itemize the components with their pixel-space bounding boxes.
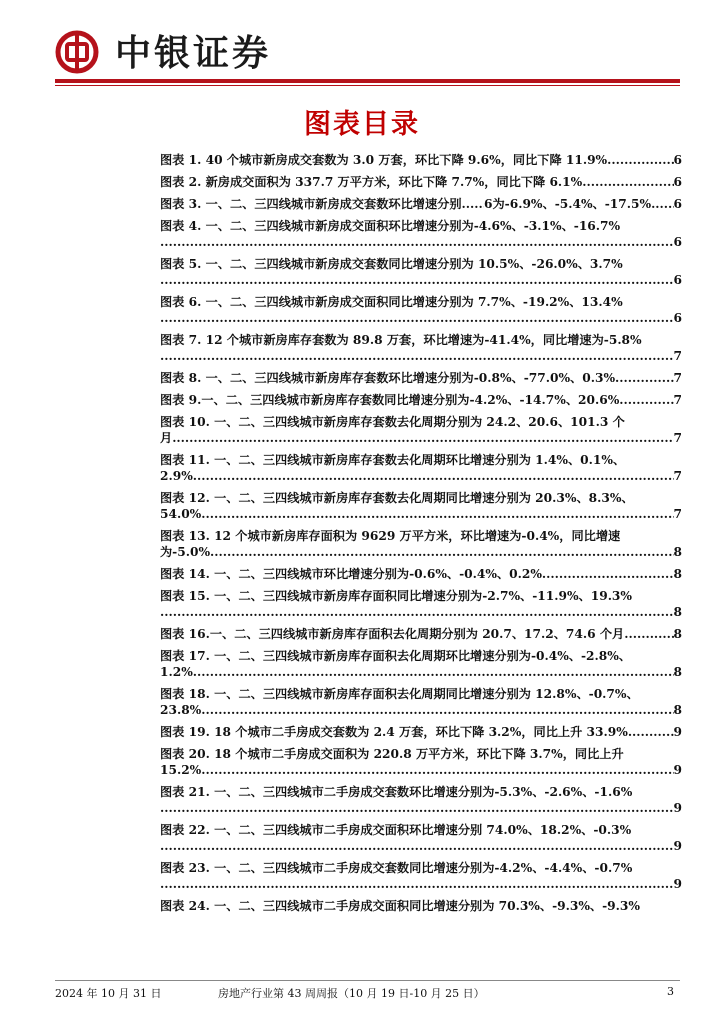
toc-entry[interactable] xyxy=(160,860,682,892)
toc-leader-dots xyxy=(172,430,673,446)
toc-entry-title-cont: 23.8% xyxy=(160,703,202,717)
footer-title: 房地产行业第 43 周周报（10 月 19 日-10 月 25 日） xyxy=(218,987,485,1000)
toc-entry[interactable] xyxy=(160,490,682,522)
toc-leader-dots xyxy=(193,468,674,484)
toc-entry[interactable] xyxy=(160,332,682,364)
toc-entry[interactable] xyxy=(160,414,682,446)
toc-entry-title: 图表 13. 12 个城市新房库存面积为 9629 万平方米，环比增速为-0.4%，同比增速 xyxy=(160,529,621,543)
toc-entry-title-cont: 2.9% xyxy=(160,469,193,483)
toc-entry[interactable] xyxy=(160,452,682,484)
toc-leader-dots xyxy=(160,234,674,250)
toc-entry[interactable] xyxy=(160,746,682,778)
brand-name: 中银证券 xyxy=(115,33,272,74)
toc-entry-title-cont: 为-5.0% xyxy=(160,545,211,559)
footer-rule xyxy=(55,980,680,981)
toc-entry[interactable] xyxy=(160,822,682,854)
toc-page-number: 9 xyxy=(673,877,682,891)
toc-entry[interactable] xyxy=(160,566,682,582)
header-rule xyxy=(55,79,680,83)
toc-entry-title-cont: 15.2% xyxy=(160,763,202,777)
toc-entry[interactable] xyxy=(160,588,682,620)
toc-entry-title-cont: 54.0% xyxy=(160,507,202,521)
toc-entry-title: 图表 17. 一、二、三四线城市新房库存面积去化周期环比增速分别为-0.4%、-2.8%、 xyxy=(160,649,631,663)
toc-page-number: 9 xyxy=(673,839,682,853)
toc-leader-dots xyxy=(160,348,674,364)
toc-entry-title: 图表 24. 一、二、三四线城市二手房成交面积同比增速分别为 70.3%、-9.3%、-9.3% xyxy=(160,899,640,913)
toc-entry[interactable] xyxy=(160,392,682,408)
toc-page-number: 8 xyxy=(673,665,682,679)
toc-page-number: 8 xyxy=(673,627,682,641)
toc-entry-title: 图表 22. 一、二、三四线城市二手房成交面积环比增速分别 74.0%、18.2%、-0.3% xyxy=(160,823,632,837)
toc-entry[interactable] xyxy=(160,174,682,190)
toc-entry-title: 图表 9.一、二、三四线城市新房库存套数同比增速分别为-4.2%、-14.7%、20.6% xyxy=(160,393,620,407)
toc-entry-title: 图表 12. 一、二、三四线城市新房库存套数去化周期同比增速分别为 20.3%、8.3%、 xyxy=(160,491,634,505)
toc-entry-title: 图表 6. 一、二、三四线城市新房成交面积同比增速分别为 7.7%、-19.2%、13.4% xyxy=(160,295,623,309)
toc-entry[interactable] xyxy=(160,152,682,168)
toc-leader-dots xyxy=(160,310,674,326)
toc-page-number: 6 xyxy=(673,273,682,287)
toc-entry[interactable] xyxy=(160,256,682,288)
toc-page-number: 8 xyxy=(673,545,682,559)
toc-page-number: 7 xyxy=(673,431,682,445)
toc-list xyxy=(160,152,682,920)
toc-entry-title: 图表 1. 40 个城市新房成交套数为 3.0 万套，环比下降 9.6%，同比下降 11.9% xyxy=(160,153,608,167)
toc-entry-title: 图表 11. 一、二、三四线城市新房库存套数去化周期环比增速分别为 1.4%、0.1%、 xyxy=(160,453,626,467)
toc-page-number: 6 xyxy=(484,197,493,211)
toc-page-number: 8 xyxy=(673,605,682,619)
toc-leader-dots xyxy=(160,604,674,620)
toc-entry-title: 图表 4. 一、二、三四线城市新房成交面积环比增速分别为-4.6%、-3.1%、-16.7% xyxy=(160,219,621,233)
toc-leader-dots xyxy=(651,196,673,212)
toc-page-number: 9 xyxy=(673,801,682,815)
toc-entry-title: 图表 2. 新房成交面积为 337.7 万平方米，环比下降 7.7%，同比下降 6.1% xyxy=(160,175,583,189)
toc-entry-title: 图表 16.一、二、三四线城市新房库存面积去化周期分别为 20.7、17.2、74.6 个月 xyxy=(160,627,625,641)
toc-entry[interactable] xyxy=(160,196,682,212)
toc-page-number: 7 xyxy=(673,393,682,407)
toc-page-number: 8 xyxy=(673,567,682,581)
toc-leader-dots xyxy=(542,566,674,582)
toc-leader-dots xyxy=(628,724,674,740)
header xyxy=(55,30,680,82)
toc-leader-dots xyxy=(160,800,674,816)
toc-leader-dots xyxy=(615,370,673,386)
toc-entry[interactable] xyxy=(160,370,682,386)
toc-page-number: 6 xyxy=(673,153,682,167)
toc-page-number: 9 xyxy=(673,725,682,739)
toc-leader-dots xyxy=(624,626,673,642)
toc-entry[interactable] xyxy=(160,898,682,914)
toc-page-number: 9 xyxy=(673,763,682,777)
toc-entry-title: 图表 10. 一、二、三四线城市新房库存套数去化周期分别为 24.2、20.6、101.3 个 xyxy=(160,415,625,429)
toc-leader-dots xyxy=(201,702,673,718)
toc-page-number: 6 xyxy=(673,311,682,325)
toc-page-number: 8 xyxy=(673,703,682,717)
toc-entry-title-cont: 1.2% xyxy=(160,665,193,679)
toc-entry[interactable] xyxy=(160,686,682,718)
toc-entry-title: 图表 3. 一、二、三四线城市新房成交套数环比增速分别 xyxy=(160,197,462,211)
toc-leader-dots xyxy=(582,174,673,190)
footer-page-number: 3 xyxy=(667,985,674,998)
toc-entry[interactable] xyxy=(160,528,682,560)
toc-leader-dots xyxy=(160,272,674,288)
toc-entry-title: 图表 5. 一、二、三四线城市新房成交套数同比增速分别为 10.5%、-26.0%、3.7% xyxy=(160,257,623,271)
toc-leader-dots xyxy=(160,876,674,892)
toc-entry-title: 图表 21. 一、二、三四线城市二手房成交套数环比增速分别为-5.3%、-2.6%、-1.6% xyxy=(160,785,633,799)
toc-entry[interactable] xyxy=(160,648,682,680)
toc-entry-title: 图表 20. 18 个城市二手房成交面积为 220.8 万平方米，环比下降 3.7%，同比上升 xyxy=(160,747,624,761)
footer-date: 2024 年 10 月 31 日 xyxy=(55,987,162,1000)
toc-leader-dots xyxy=(201,506,673,522)
header-rule-thin xyxy=(55,85,680,86)
toc-entry[interactable] xyxy=(160,218,682,250)
toc-page-number: 7 xyxy=(673,371,682,385)
toc-leader-dots xyxy=(607,152,673,168)
toc-leader-dots xyxy=(193,664,674,680)
toc-leader-dots xyxy=(210,544,673,560)
toc-entry[interactable] xyxy=(160,626,682,642)
toc-page-number: 6 xyxy=(673,235,682,249)
toc-leader-dots xyxy=(619,392,673,408)
toc-entry[interactable] xyxy=(160,294,682,326)
toc-page-number: 6 xyxy=(673,175,682,189)
toc-entry-title: 图表 23. 一、二、三四线城市二手房成交套数同比增速分别为-4.2%、-4.4%、-0.7% xyxy=(160,861,633,875)
toc-entry-title-cont: 为-6.9%、-5.4%、-17.5% xyxy=(492,197,652,211)
toc-entry-title: 图表 18. 一、二、三四线城市新房库存面积去化周期同比增速分别为 12.8%、-0.7%、 xyxy=(160,687,639,701)
toc-entry-title-cont: 月 xyxy=(160,431,173,445)
toc-entry-title: 图表 7. 12 个城市新房库存套数为 89.8 万套，环比增速为-41.4%，同比增速为-5.8% xyxy=(160,333,642,347)
toc-page-number: 7 xyxy=(673,469,682,483)
toc-page-number: 7 xyxy=(673,507,682,521)
bank-of-china-logo-icon xyxy=(55,30,99,74)
toc-leader-dots xyxy=(462,196,484,212)
toc-entry-title: 图表 14. 一、二、三四线城市环比增速分别为-0.6%、-0.4%、0.2% xyxy=(160,567,542,581)
toc-leader-dots xyxy=(201,762,673,778)
toc-entry-title: 图表 19. 18 个城市二手房成交套数为 2.4 万套，环比下降 3.2%，同比上升 33.9% xyxy=(160,725,628,739)
toc-entry[interactable] xyxy=(160,784,682,816)
page-title: 图表目录 xyxy=(304,109,420,140)
toc-entry-title: 图表 15. 一、二、三四线城市新房库存面积同比增速分别为-2.7%、-11.9%、19.3% xyxy=(160,589,632,603)
toc-entry[interactable] xyxy=(160,724,682,740)
toc-page-number: 7 xyxy=(673,349,682,363)
toc-leader-dots xyxy=(160,838,674,854)
toc-entry-title: 图表 8. 一、二、三四线城市新房库存套数环比增速分别为-0.8%、-77.0%、0.3% xyxy=(160,371,616,385)
toc-page-number: 6 xyxy=(673,197,683,211)
